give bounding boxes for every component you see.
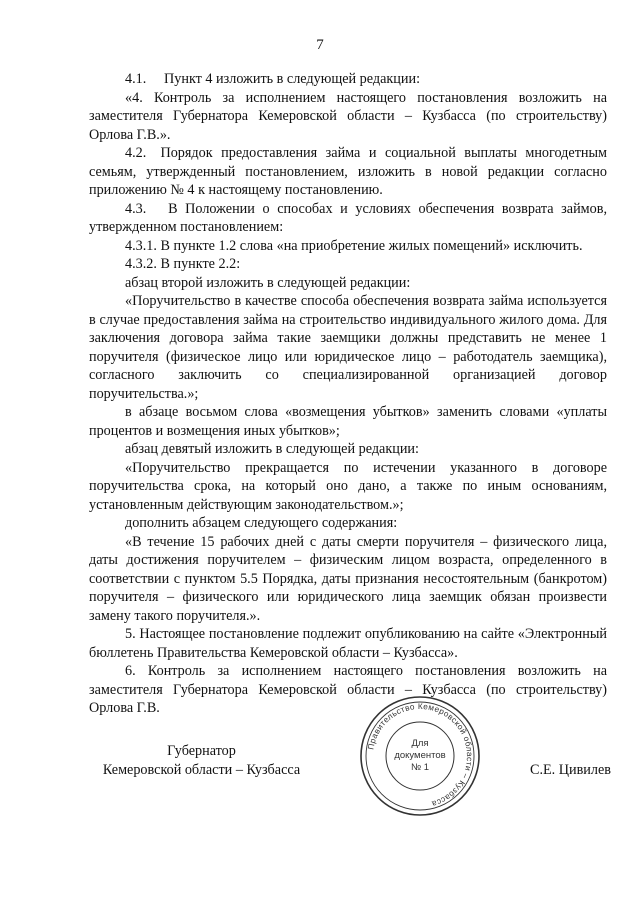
paragraph-add: дополнить абзацем следующего содержания:: [125, 515, 398, 531]
document-body: [89, 70, 607, 718]
signature-block: [0, 742, 640, 832]
seal-ring-text: Правительство Кемеровской области – Кузбасса: [366, 701, 475, 809]
paragraph-quote-3: «В течение 15 рабочих дней с даты смерти поручителя – физического лица, даты достижения поручителем – физическим лицом возраста, определенного в соответствии с пунктом 5.5 Порядка, даты признания несостоятельным (банкротом) поручителя – физического или юридического лица заемщик обязан произвести замену такого поручителя.».: [89, 533, 607, 624]
paragraph-quote-1: «Поручительство в качестве способа обеспечения возврата займа используется в случае предоставления займа на строительство индивидуального жилого дома. Для заключения договора займа такие заемщики должны представить не менее 1 поручителя (физическое лицо или юридическое лицо – работодатель заемщика), согласного заключить со специализированной организацией договор поручительства.»;: [89, 293, 607, 402]
paragraph-abzac-9: абзац девятый изложить в следующей редакции:: [125, 441, 419, 457]
paragraph-abzac-8: в абзаце восьмом слова «возмещения убытков» заменить словами «уплаты процентов и возмещения иных убытков»;: [89, 404, 607, 439]
paragraph-4-3-1: 4.3.1. В пункте 1.2 слова «на приобретение жилых помещений» исключить.: [125, 237, 583, 254]
signatory-position-line2: Кемеровской области – Кузбасса: [102, 762, 301, 778]
paragraph-4-3: 4.3. В Положении о способах и условиях обеспечения возврата займов, утвержденном постановлением:: [89, 200, 607, 235]
seal-center-line3: № 1: [410, 762, 430, 773]
paragraph-4-3-2: 4.3.2. В пункте 2.2:: [125, 256, 241, 272]
paragraph-5: 5. Настоящее постановление подлежит опубликованию на сайте «Электронный бюллетень Правительства Кемеровской области – Кузбасса».: [89, 626, 607, 661]
seal-center-line1: Для: [411, 738, 429, 749]
page-number: 7: [316, 37, 324, 53]
signatory-name: С.Е. Цивилев: [530, 762, 611, 778]
paragraph-4-1-text: «4. Контроль за исполнением настоящего постановления возложить на заместителя Губернатора Кемеровской области – Кузбасса (по строительству) Орлова Г.В.».: [89, 89, 607, 143]
paragraph-6: 6. Контроль за исполнением настоящего постановления возложить на заместителя Губернатора Кемеровской области – Кузбасса (по строительству) Орлова Г.В.: [89, 663, 607, 716]
paragraph-quote-2: «Поручительство прекращается по истечении указанного в договоре поручительства срока, на который оно дано, а также по иным основаниям, установленным действующим законодательством.»;: [89, 459, 607, 513]
signatory-position-line1: Губернатор: [167, 743, 236, 759]
paragraph-4-2: 4.2. Порядок предоставления займа и социальной выплаты многодетным семьям, утвержденный постановлением, изложить в новой редакции согласно приложению № 4 к настоящему постановлению.: [89, 145, 607, 198]
seal-center-line2: документов: [394, 750, 446, 761]
paragraph-abzac-2: абзац второй изложить в следующей редакции:: [125, 274, 411, 291]
paragraph-4-1: 4.1. Пункт 4 изложить в следующей редакции:: [125, 71, 421, 87]
signatory-position: [94, 742, 309, 780]
